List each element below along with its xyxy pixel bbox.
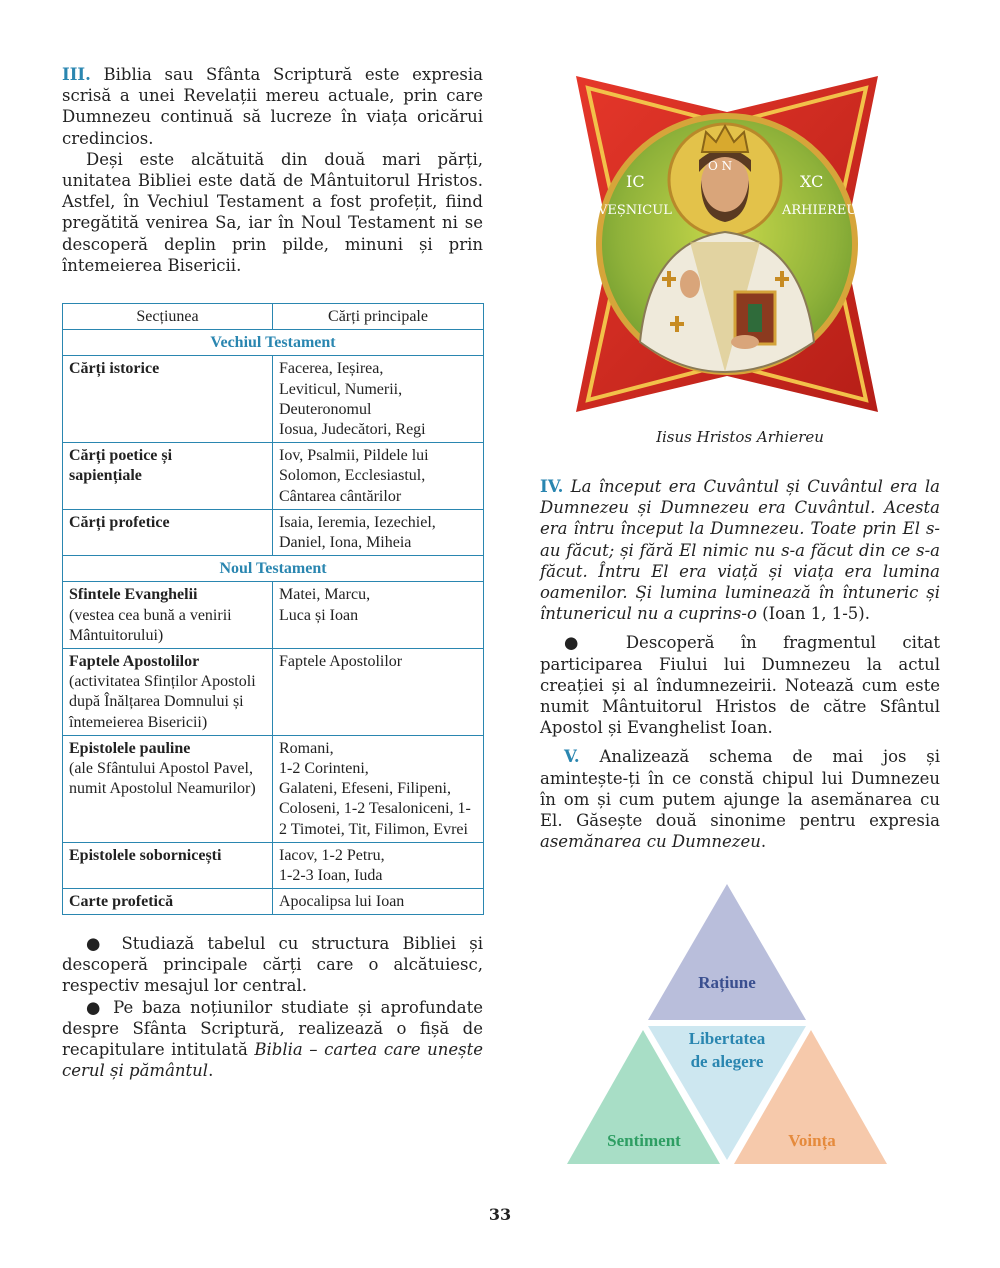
table-cell-section: Faptele Apostolilor (activitatea Sfinților Apostoli după Înălțarea Domnului și întemeierea Bisericii) (63, 649, 273, 736)
table-row (63, 443, 484, 510)
section-4-number: IV. (540, 477, 564, 496)
icon-inscription: ARHIEREU (782, 203, 858, 218)
bible-structure-table (62, 303, 484, 915)
table-cell-section: Sfintele Evanghelii (vestea cea bună a venirii Mântuitorului) (63, 582, 273, 649)
table-cell-section: Cărți profetice (63, 509, 273, 555)
section-5: V. Analizează schema de mai jos și amintește-ți în ce constă chipul lui Dumnezeu în om și cum putem ajunge la asemănarea cu El. Găsește două sinonime pentru expresia asemănarea cu Dumnezeu. (540, 747, 940, 852)
mosaic-icon (570, 72, 884, 416)
section-3-number: III. (62, 65, 91, 84)
triangle-top (648, 884, 806, 1020)
tasks-left (62, 933, 483, 1081)
table-cell-books: Facerea, Ieșirea, Leviticul, Numerii, Deuteronomul Iosua, Judecători, Regi (273, 356, 484, 443)
section-title-nt: Noul Testament (63, 556, 484, 582)
section-3-para-2: Deși este alcătuită din două mari părți, unitatea Bibliei este dată de Mântuitorul Hristos. Astfel, în Vechiul Testament a fost profețit, fiind pregătită venirea Sa, iar în Noul Testament ni se descoperă deplin prin pilde, minuni și prin întemeierea Bisericii. (62, 149, 483, 275)
table-cell-section: Epistolele sobornicești (63, 842, 273, 888)
section-5-number: V. (564, 747, 580, 767)
table-section-row (63, 330, 484, 356)
section-3 (62, 64, 483, 276)
table-cell-section: Epistolele pauline (ale Sfântului Apostol Pavel, numit Apostolul Neamurilor) (63, 735, 273, 842)
icon-inscription: O N (708, 159, 733, 173)
table-row (63, 509, 484, 555)
icon-inscription: XC (800, 172, 824, 191)
task-1: ● Studiază tabelul cu structura Bibliei și descoperă principale cărți care o alcătuiesc, respectiv mesajul lor central. (62, 934, 483, 996)
table-cell-books: Faptele Apostolilor (273, 649, 484, 736)
label-sentiment: Sentiment (607, 1131, 681, 1150)
table-row (63, 889, 484, 915)
label-libertatea: Libertatea de alegere (688, 1029, 766, 1071)
page-number: 33 (488, 1205, 512, 1224)
bullet-icon: ● (86, 934, 109, 953)
section-3-para-1: III. Biblia sau Sfânta Scriptură este expresia scrisă a unei Revelații mereu actuale, prin care Dumnezeu continuă să lucreze în viața oricărui credincios. (62, 65, 483, 148)
table-cell-books: Iacov, 1-2 Petru, 1-2-3 Ioan, Iuda (273, 842, 484, 888)
icon-inscription: IC (626, 172, 645, 191)
table-cell-books: Isaia, Ieremia, Iezechiel, Daniel, Iona, Miheia (273, 509, 484, 555)
task-2: ● Pe baza noțiunilor studiate și aprofundate despre Sfânta Scriptură, realizează o fișă de recapitulare intitulată Biblia – cartea care unește cerul și pământul. (62, 997, 483, 1081)
table-header: Secțiunea (63, 304, 273, 330)
section-4-quote: IV. La început era Cuvântul și Cuvântul era la Dumnezeu și Dumnezeu era Cuvântul. Acesta era întru început la Dumnezeu. Toate prin El s-au făcut; și fără El nimic nu s-a făcut din ce s-a făcut. Întru El era viață și viața era lumina oamenilor. Și lumina luminează în întuneric și întunericul nu a cuprins-o (Ioan 1, 1-5). (540, 477, 940, 624)
table-cell-books: Matei, Marcu, Luca și Ioan (273, 582, 484, 649)
section-title-vt: Vechiul Testament (63, 330, 484, 356)
table-row (63, 356, 484, 443)
table-row (63, 582, 484, 649)
section-4 (540, 476, 940, 852)
table-cell-books: Romani, 1-2 Corinteni, Galateni, Efeseni, Filipeni, Coloseni, 1-2 Tesaloniceni, 1-2 Timotei, Tit, Filimon, Evrei (273, 735, 484, 842)
icon-caption: Iisus Hristos Arhiereu (656, 428, 824, 446)
table-cell-books: Iov, Psalmii, Pildele lui Solomon, Ecclesiastul, Cântarea cântărilor (273, 443, 484, 510)
table-cell-section: Cărți istorice (63, 356, 273, 443)
table-section-row (63, 556, 484, 582)
table-header-row (63, 304, 484, 330)
table-cell-section: Cărți poetice și sapiențiale (63, 443, 273, 510)
image-likeness-diagram (565, 880, 920, 1170)
label-ratiune: Rațiune (698, 973, 756, 992)
table-row (63, 842, 484, 888)
table-row (63, 735, 484, 842)
table-row (63, 649, 484, 736)
label-vointa: Voința (788, 1131, 836, 1150)
christ-high-priest-icon (570, 72, 884, 416)
table-header: Cărți principale (273, 304, 484, 330)
table-cell-section: Carte profetică (63, 889, 273, 915)
section-4-task: ● Descoperă în fragmentul citat participarea Fiului lui Dumnezeu la actul creației și al îndumnezeirii. Notează cum este numit Mântuitorul Hristos de către Sfântul Apostol și Evanghelist Ioan. (540, 633, 940, 738)
bullet-icon: ● (86, 997, 105, 1017)
table-cell-books: Apocalipsa lui Ioan (273, 889, 484, 915)
bullet-icon: ● (564, 633, 600, 653)
triangle-diagram (565, 880, 920, 1170)
icon-inscription: VEȘNICUL (598, 203, 672, 218)
